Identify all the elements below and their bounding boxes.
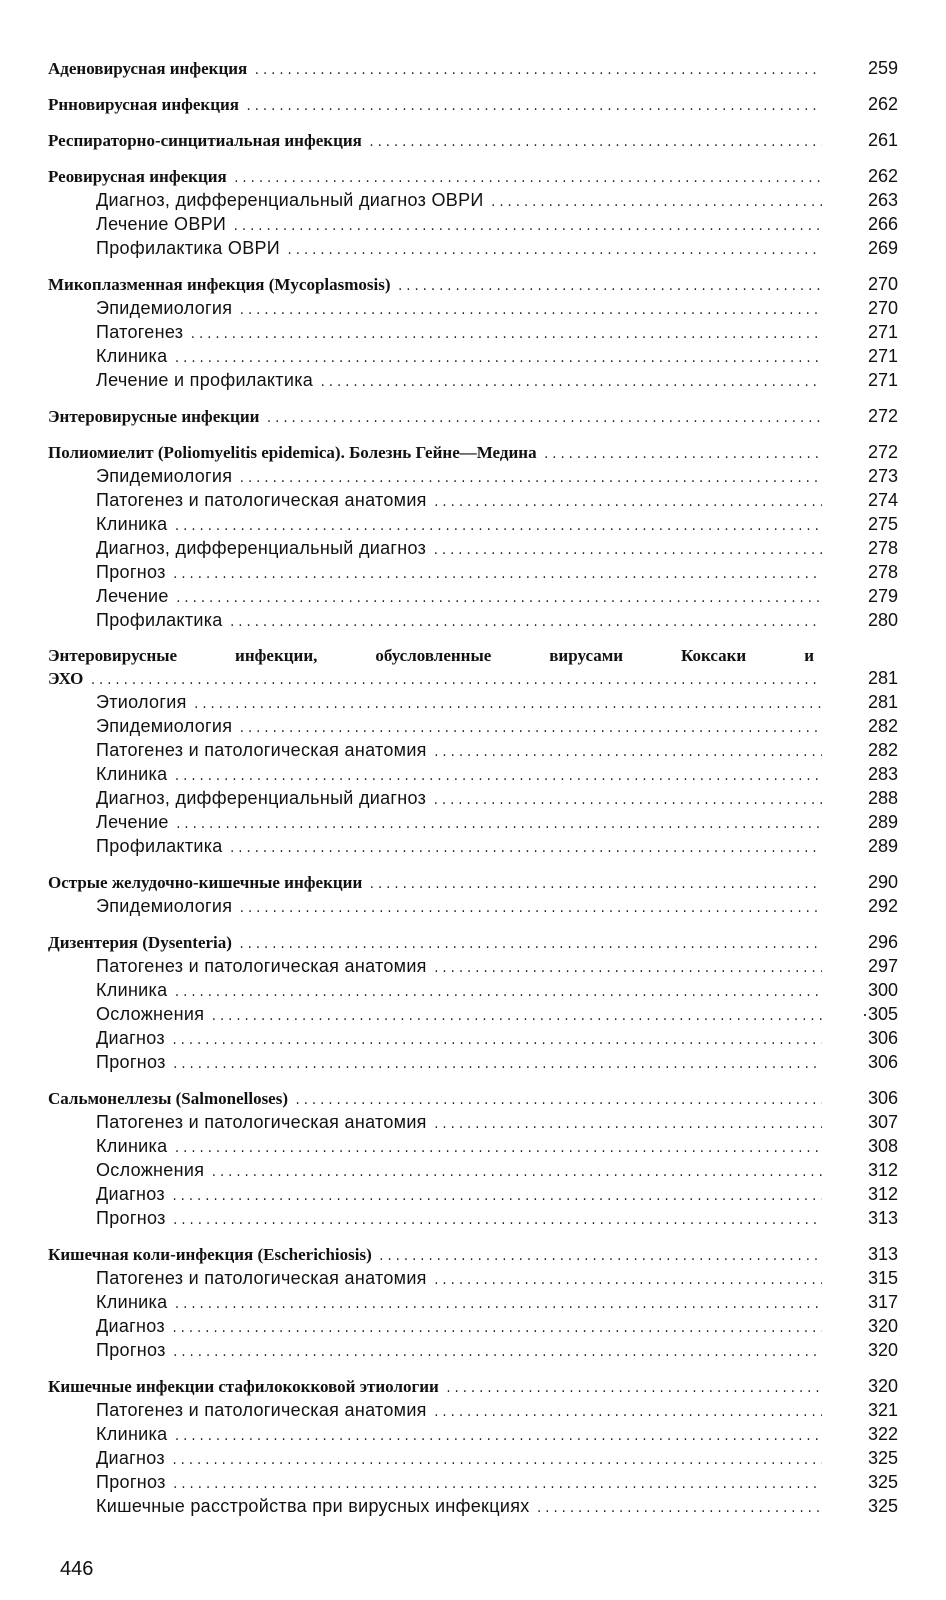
entry-page: 259 bbox=[867, 58, 898, 78]
subsection-entry bbox=[48, 894, 898, 918]
subsection-entry bbox=[48, 1422, 898, 1446]
entry-page: 271 bbox=[867, 322, 898, 342]
subsection-entry bbox=[48, 1266, 898, 1290]
subsection-entry bbox=[48, 714, 898, 738]
entry-title: Сальмонеллезы (Salmonelloses) bbox=[48, 1089, 289, 1108]
subsection-entry bbox=[48, 344, 898, 368]
section-heading-line bbox=[48, 644, 898, 666]
entry-title: Кишечные инфекции стафилококковой этиологии bbox=[48, 1377, 439, 1396]
dot-leader bbox=[433, 741, 822, 765]
dot-leader bbox=[229, 611, 822, 635]
dot-leader bbox=[543, 443, 822, 467]
subsection-entry bbox=[48, 188, 898, 212]
dot-leader bbox=[238, 299, 822, 323]
entry-page: 272 bbox=[867, 406, 898, 426]
toc-section bbox=[48, 1242, 898, 1362]
subsection-entry bbox=[48, 236, 898, 260]
entry-title: Дизентерия (Dysenteria) bbox=[48, 933, 232, 952]
entry-page: 282 bbox=[867, 740, 898, 760]
page-number: 446 bbox=[60, 1558, 94, 1580]
subsection-entry bbox=[48, 1026, 898, 1050]
subsection-entry bbox=[48, 978, 898, 1002]
entry-title: Осложнения bbox=[96, 1160, 205, 1180]
toc-section bbox=[48, 440, 898, 632]
dot-leader bbox=[210, 1005, 822, 1029]
entry-title: Клиника bbox=[96, 1424, 168, 1444]
subsection-entry bbox=[48, 536, 898, 560]
dot-leader bbox=[433, 491, 822, 515]
section-heading bbox=[48, 666, 898, 690]
section-heading bbox=[48, 440, 898, 464]
dot-leader bbox=[253, 59, 822, 83]
entry-title: Острые желудочно-кишечные инфекции bbox=[48, 873, 363, 892]
subsection-entry bbox=[48, 584, 898, 608]
dot-leader bbox=[368, 131, 822, 155]
dot-leader bbox=[445, 1377, 822, 1401]
entry-title: Диагноз bbox=[96, 1184, 165, 1204]
subsection-entry bbox=[48, 464, 898, 488]
entry-title: Клиника bbox=[96, 346, 168, 366]
entry-page: 289 bbox=[867, 836, 898, 856]
entry-page: 306 bbox=[867, 1088, 898, 1108]
subsection-entry bbox=[48, 512, 898, 536]
entry-title: Клиника bbox=[96, 980, 168, 1000]
toc-section bbox=[48, 870, 898, 918]
entry-title: Прогноз bbox=[96, 1340, 166, 1360]
entry-title: Прогноз bbox=[96, 562, 166, 582]
toc-section bbox=[48, 56, 898, 80]
dot-leader bbox=[175, 813, 822, 837]
entry-title: Профилактика bbox=[96, 836, 223, 856]
dot-leader bbox=[193, 693, 822, 717]
entry-title: Патогенез bbox=[96, 322, 184, 342]
entry-title: Эпидемиология bbox=[96, 466, 233, 486]
entry-page: 261 bbox=[867, 130, 898, 150]
toc-section bbox=[48, 92, 898, 116]
entry-title: Прогноз bbox=[96, 1472, 166, 1492]
entry-page: 321 bbox=[867, 1400, 898, 1420]
entry-page: 312 bbox=[867, 1160, 898, 1180]
subsection-entry bbox=[48, 1470, 898, 1494]
dot-leader bbox=[172, 563, 822, 587]
subsection-entry bbox=[48, 690, 898, 714]
entry-page: 325 bbox=[867, 1448, 898, 1468]
entry-title: Диагноз, дифференциальный диагноз ОВРИ bbox=[96, 190, 484, 210]
subsection-entry bbox=[48, 1290, 898, 1314]
dot-leader bbox=[171, 1449, 822, 1473]
entry-title: Лечение ОВРИ bbox=[96, 214, 227, 234]
subsection-entry bbox=[48, 296, 898, 320]
entry-title: Рнновирусная инфекция bbox=[48, 95, 240, 114]
subsection-entry bbox=[48, 1134, 898, 1158]
subsection-entry bbox=[48, 954, 898, 978]
entry-title: Патогенез и патологическая анатомия bbox=[96, 490, 427, 510]
section-title-line1: Энтеровирусные инфекции, обусловленные вирусами Коксаки и bbox=[48, 646, 814, 665]
entry-page: 292 bbox=[867, 896, 898, 916]
entry-page: 306 bbox=[867, 1052, 898, 1072]
entry-page: 262 bbox=[867, 166, 898, 186]
subsection-entry bbox=[48, 1206, 898, 1230]
entry-page: 290 bbox=[867, 872, 898, 892]
entry-title: Диагноз bbox=[96, 1316, 165, 1336]
section-heading bbox=[48, 404, 898, 428]
entry-page: 272 bbox=[867, 442, 898, 462]
dot-leader bbox=[265, 407, 822, 431]
entry-page: 317 bbox=[867, 1292, 898, 1312]
section-heading bbox=[48, 272, 898, 296]
dot-leader bbox=[368, 873, 822, 897]
entry-page: 322 bbox=[867, 1424, 898, 1444]
entry-title: Клиника bbox=[96, 1136, 168, 1156]
toc-section bbox=[48, 1374, 898, 1518]
entry-page: 270 bbox=[867, 298, 898, 318]
entry-title: Диагноз bbox=[96, 1028, 165, 1048]
dot-leader bbox=[433, 1401, 822, 1425]
section-heading bbox=[48, 870, 898, 894]
table-of-contents bbox=[48, 56, 898, 1530]
entry-page: 271 bbox=[867, 346, 898, 366]
subsection-entry bbox=[48, 1050, 898, 1074]
dot-leader bbox=[172, 1053, 822, 1077]
entry-page: 269 bbox=[867, 238, 898, 258]
entry-title: Прогноз bbox=[96, 1208, 166, 1228]
entry-title: Клиника bbox=[96, 1292, 168, 1312]
entry-page: 283 bbox=[867, 764, 898, 784]
section-heading bbox=[48, 1086, 898, 1110]
dot-leader bbox=[432, 539, 822, 563]
dot-leader bbox=[536, 1497, 822, 1521]
dot-leader bbox=[171, 1317, 822, 1341]
entry-page: 263 bbox=[867, 190, 898, 210]
dot-leader bbox=[378, 1245, 822, 1269]
subsection-entry bbox=[48, 1398, 898, 1422]
entry-page: 296 bbox=[867, 932, 898, 952]
dot-leader bbox=[433, 957, 822, 981]
section-heading bbox=[48, 92, 898, 116]
section-heading bbox=[48, 164, 898, 188]
entry-page: 273 bbox=[867, 466, 898, 486]
entry-title: Энтеровирусные инфекции bbox=[48, 407, 260, 426]
subsection-entry bbox=[48, 320, 898, 344]
entry-page: 320 bbox=[867, 1316, 898, 1336]
entry-page: 306 bbox=[867, 1028, 898, 1048]
toc-section bbox=[48, 1086, 898, 1230]
entry-title: Эпидемиология bbox=[96, 896, 233, 916]
entry-page: 278 bbox=[867, 538, 898, 558]
entry-page: 289 bbox=[867, 812, 898, 832]
subsection-entry bbox=[48, 1314, 898, 1338]
subsection-entry bbox=[48, 1446, 898, 1470]
dot-leader bbox=[173, 1293, 822, 1317]
entry-title: Полиомиелит (Poliomyelitis epidemica). Болезнь Гейне—Медина bbox=[48, 443, 537, 462]
toc-section bbox=[48, 164, 898, 260]
dot-leader bbox=[245, 95, 822, 119]
dot-leader bbox=[490, 191, 822, 215]
subsection-entry bbox=[48, 1494, 898, 1518]
subsection-entry bbox=[48, 488, 898, 512]
entry-page: 280 bbox=[867, 610, 898, 630]
subsection-entry bbox=[48, 738, 898, 762]
dot-leader bbox=[432, 789, 822, 813]
entry-page: 307 bbox=[867, 1112, 898, 1132]
entry-page: 308 bbox=[867, 1136, 898, 1156]
entry-page: 282 bbox=[867, 716, 898, 736]
subsection-entry bbox=[48, 762, 898, 786]
dot-leader bbox=[89, 669, 822, 693]
toc-section bbox=[48, 272, 898, 392]
entry-title: Профилактика bbox=[96, 610, 223, 630]
entry-page: 312 bbox=[867, 1184, 898, 1204]
entry-title: Аденовирусная инфекция bbox=[48, 59, 248, 78]
entry-page: 313 bbox=[867, 1244, 898, 1264]
subsection-entry bbox=[48, 1002, 898, 1026]
subsection-entry bbox=[48, 212, 898, 236]
entry-title: Кишечная коли-инфекция (Escherichiosis) bbox=[48, 1245, 372, 1264]
entry-title: Лечение bbox=[96, 812, 169, 832]
dot-leader bbox=[173, 1137, 822, 1161]
entry-title: Эпидемиология bbox=[96, 298, 233, 318]
entry-page: 270 bbox=[867, 274, 898, 294]
subsection-entry bbox=[48, 1158, 898, 1182]
entry-page: 274 bbox=[867, 490, 898, 510]
entry-title: Клиника bbox=[96, 764, 168, 784]
entry-title: Диагноз, дифференциальный диагноз bbox=[96, 538, 427, 558]
dot-leader bbox=[175, 587, 822, 611]
entry-title: Патогенез и патологическая анатомия bbox=[96, 956, 427, 976]
entry-title: Лечение и профилактика bbox=[96, 370, 314, 390]
subsection-entry bbox=[48, 786, 898, 810]
entry-title: Патогенез и патологическая анатомия bbox=[96, 1112, 427, 1132]
dot-leader bbox=[286, 239, 822, 263]
entry-page: 320 bbox=[867, 1376, 898, 1396]
entry-title: Патогенез и патологическая анатомия bbox=[96, 1268, 427, 1288]
entry-title: Респираторно-синцитиальная инфекция bbox=[48, 131, 362, 150]
subsection-entry bbox=[48, 560, 898, 584]
section-heading bbox=[48, 1242, 898, 1266]
dot-leader bbox=[171, 1029, 822, 1053]
entry-page: 279 bbox=[867, 586, 898, 606]
entry-page: 281 bbox=[867, 692, 898, 712]
entry-page: 325 bbox=[867, 1472, 898, 1492]
entry-page: 320 bbox=[867, 1340, 898, 1360]
subsection-entry bbox=[48, 1338, 898, 1362]
entry-page: 297 bbox=[867, 956, 898, 976]
subsection-entry bbox=[48, 608, 898, 632]
entry-title: Диагноз, дифференциальный диагноз bbox=[96, 788, 427, 808]
entry-title: Патогенез и патологическая анатомия bbox=[96, 1400, 427, 1420]
dot-leader bbox=[173, 1425, 822, 1449]
section-heading bbox=[48, 1374, 898, 1398]
toc-section bbox=[48, 128, 898, 152]
entry-title: Кишечные расстройства при вирусных инфекциях bbox=[96, 1496, 530, 1516]
entry-page: 315 bbox=[867, 1268, 898, 1288]
entry-title: Эпидемиология bbox=[96, 716, 233, 736]
dot-leader bbox=[232, 215, 822, 239]
entry-page: 288 bbox=[867, 788, 898, 808]
dot-leader bbox=[189, 323, 822, 347]
entry-page: 281 bbox=[867, 668, 898, 688]
entry-page: 275 bbox=[867, 514, 898, 534]
entry-page: 313 bbox=[867, 1208, 898, 1228]
dot-leader bbox=[171, 1185, 822, 1209]
entry-page: 278 bbox=[867, 562, 898, 582]
entry-title: Микоплазменная инфекция (Mycoplasmosis) bbox=[48, 275, 391, 294]
section-heading bbox=[48, 930, 898, 954]
dot-leader bbox=[397, 275, 822, 299]
dot-leader bbox=[172, 1209, 822, 1233]
entry-title: Осложнения bbox=[96, 1004, 205, 1024]
entry-page: 266 bbox=[867, 214, 898, 234]
entry-title: Прогноз bbox=[96, 1052, 166, 1072]
entry-page: ·305 bbox=[861, 1004, 898, 1024]
dot-leader bbox=[229, 837, 822, 861]
subsection-entry bbox=[48, 834, 898, 858]
entry-page: 271 bbox=[867, 370, 898, 390]
section-heading bbox=[48, 56, 898, 80]
toc-section bbox=[48, 404, 898, 428]
entry-title: Лечение bbox=[96, 586, 169, 606]
subsection-entry bbox=[48, 810, 898, 834]
entry-page: 300 bbox=[867, 980, 898, 1000]
dot-leader bbox=[210, 1161, 822, 1185]
subsection-entry bbox=[48, 1110, 898, 1134]
entry-title: Диагноз bbox=[96, 1448, 165, 1468]
dot-leader bbox=[433, 1113, 822, 1137]
dot-leader bbox=[433, 1269, 822, 1293]
entry-title: Клиника bbox=[96, 514, 168, 534]
subsection-entry bbox=[48, 1182, 898, 1206]
dot-leader bbox=[173, 981, 822, 1005]
entry-title: Этиология bbox=[96, 692, 187, 712]
entry-page: 262 bbox=[867, 94, 898, 114]
subsection-entry bbox=[48, 368, 898, 392]
entry-title: Реовирусная инфекция bbox=[48, 167, 227, 186]
entry-title: ЭХО bbox=[48, 669, 84, 688]
dot-leader bbox=[172, 1341, 822, 1365]
section-heading bbox=[48, 128, 898, 152]
entry-title: Патогенез и патологическая анатомия bbox=[96, 740, 427, 760]
toc-section bbox=[48, 644, 898, 858]
entry-page: 325 bbox=[867, 1496, 898, 1516]
dot-leader bbox=[238, 897, 822, 921]
dot-leader bbox=[319, 371, 822, 395]
toc-section bbox=[48, 930, 898, 1074]
entry-title: Профилактика ОВРИ bbox=[96, 238, 281, 258]
